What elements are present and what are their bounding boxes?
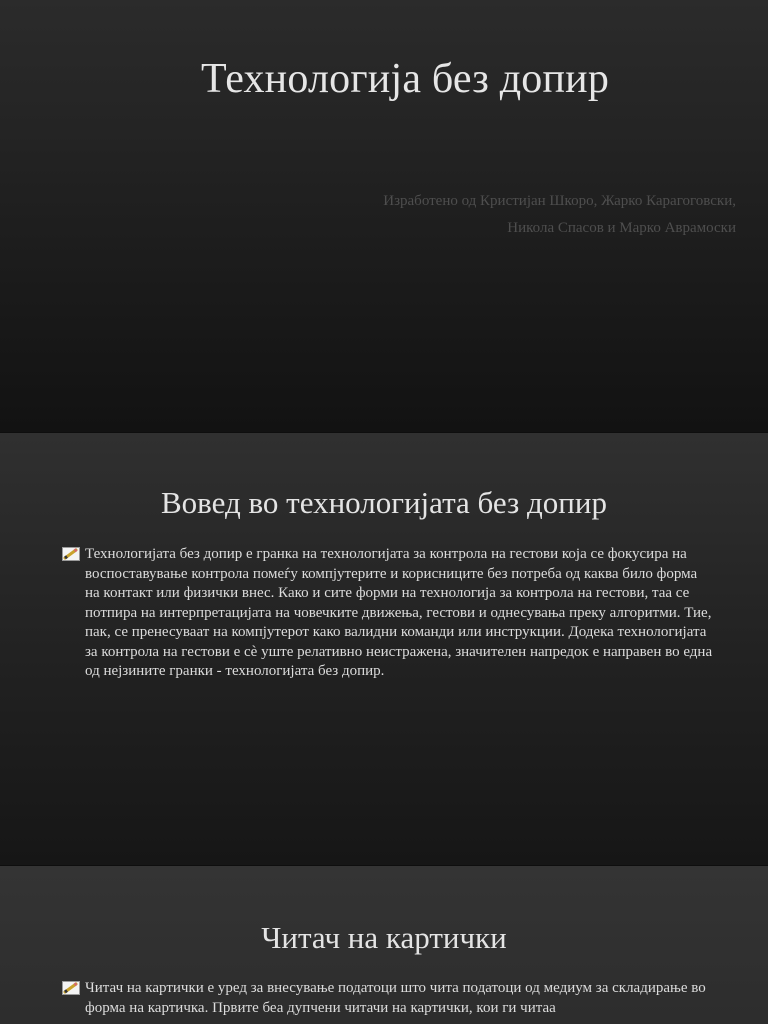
bullet-text: Читач на картички е уред за внесување податоци што чита податоци од медиум за складирање во форма на картичка. Првите беа дупчени читачи на картички, кои ги читаа (85, 980, 706, 1016)
authors-line-2: Никола Спасов и Марко Аврамоски (507, 220, 736, 236)
slide-3[interactable] (0, 866, 768, 1024)
pencil-bullet-icon (62, 547, 80, 561)
slide-title: Читач на картички (261, 920, 507, 955)
slide-1[interactable] (0, 0, 768, 432)
bullet-item (62, 979, 714, 1018)
authors-subtitle (216, 188, 736, 242)
authors-line-1: Изработено од Кристијан Шкоро, Жарко Карагоговски, (383, 193, 736, 209)
slide-2[interactable] (0, 433, 768, 865)
slide-title: Вовед во технологијата без допир (161, 485, 607, 520)
pencil-bullet-icon (62, 981, 80, 995)
bullet-item (62, 545, 714, 682)
bullet-text: Технологијата без допир е гранка на технологијата за контрола на гестови која се фокусира на воспоставување контрола помеѓу компјутерите и корисниците без потреба од каква било форма на контакт или физички внес. Како и сите форми на технологија за контрола на гестови, таа се потпира на интерпретацијата на човечките движења, гестови и однесувања преку алгоритми. Тие, пак, се пренесуваат на компјутерот како валидни команди или инструкции. Додека технологијата за контрола на гестови е сè уште релативно неистражена, значителен напредок е направен во една од нејзините гранки - технологијата без допир. (85, 546, 713, 679)
slide-title: Технологија без допир (200, 56, 610, 102)
